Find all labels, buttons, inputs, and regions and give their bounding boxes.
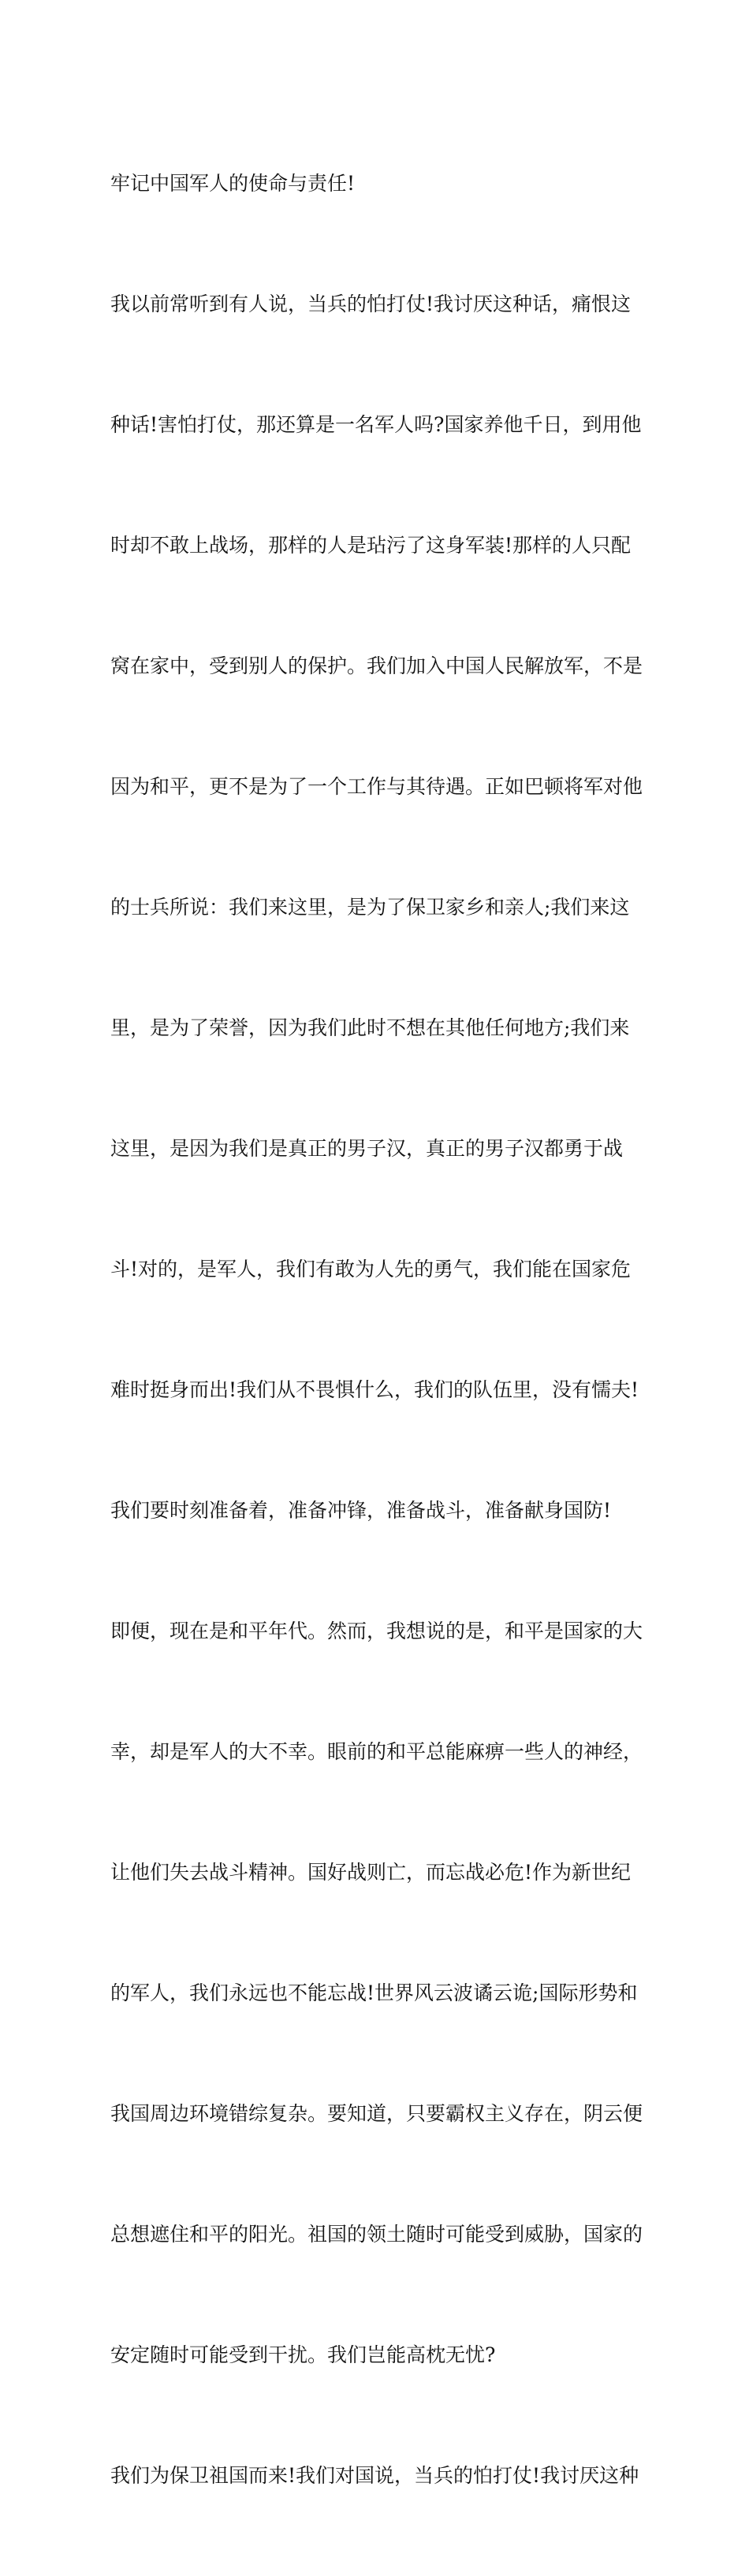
text-line: 牢记中国军人的使命与责任! [110,172,356,195]
text-line: 的军人，我们永远也不能忘战!世界风云波谲云诡;国际形势和 [110,1981,638,2004]
text-line: 因为和平，更不是为了一个工作与其待遇。正如巴顿将军对他 [110,775,643,798]
text-line: 安定随时可能受到干扰。我们岂能高枕无忧? [110,2343,496,2366]
text-line: 我们为保卫祖国而来!我们对国说，当兵的怕打仗!我讨厌这种 [110,2464,639,2487]
text-line: 斗!对的，是军人，我们有敢为人先的勇气，我们能在国家危 [110,1258,632,1281]
text-line: 我以前常听到有人说，当兵的怕打仗!我讨厌这种话，痛恨这 [110,293,632,315]
text-line: 窝在家中，受到别人的保护。我们加入中国人民解放军，不是 [110,654,643,677]
text-line: 的士兵所说：我们来这里，是为了保卫家乡和亲人;我们来这 [110,896,630,919]
text-line: 我们要时刻准备着，准备冲锋，准备战斗，准备献身国防! [110,1499,612,1522]
text-line: 时却不敢上战场，那样的人是玷污了这身军装!那样的人只配 [110,534,632,557]
text-line: 里，是为了荣誉，因为我们此时不想在其他任何地方;我们来 [110,1016,630,1039]
text-line: 让他们失去战斗精神。国好战则亡，而忘战必危!作为新世纪 [110,1861,632,1884]
text-line: 我国周边环境错综复杂。要知道，只要霸权主义存在，阴云便 [110,2102,643,2125]
body-text [110,83,647,2576]
text-line: 幸，却是军人的大不幸。眼前的和平总能麻痹一些人的神经， [110,1740,643,1763]
text-line: 难时挺身而出!我们从不畏惧什么，我们的队伍里，没有懦夫! [110,1378,639,1401]
text-line: 总想遮住和平的阳光。祖国的领土随时可能受到威胁，国家的 [110,2223,643,2246]
text-line: 种话!害怕打仗，那还算是一名军人吗?国家养他千日，到用他 [110,413,642,436]
text-line: 即便，现在是和平年代。然而，我想说的是，和平是国家的大 [110,1620,643,1642]
text-line: 这里，是因为我们是真正的男子汉，真正的男子汉都勇于战 [110,1137,624,1160]
